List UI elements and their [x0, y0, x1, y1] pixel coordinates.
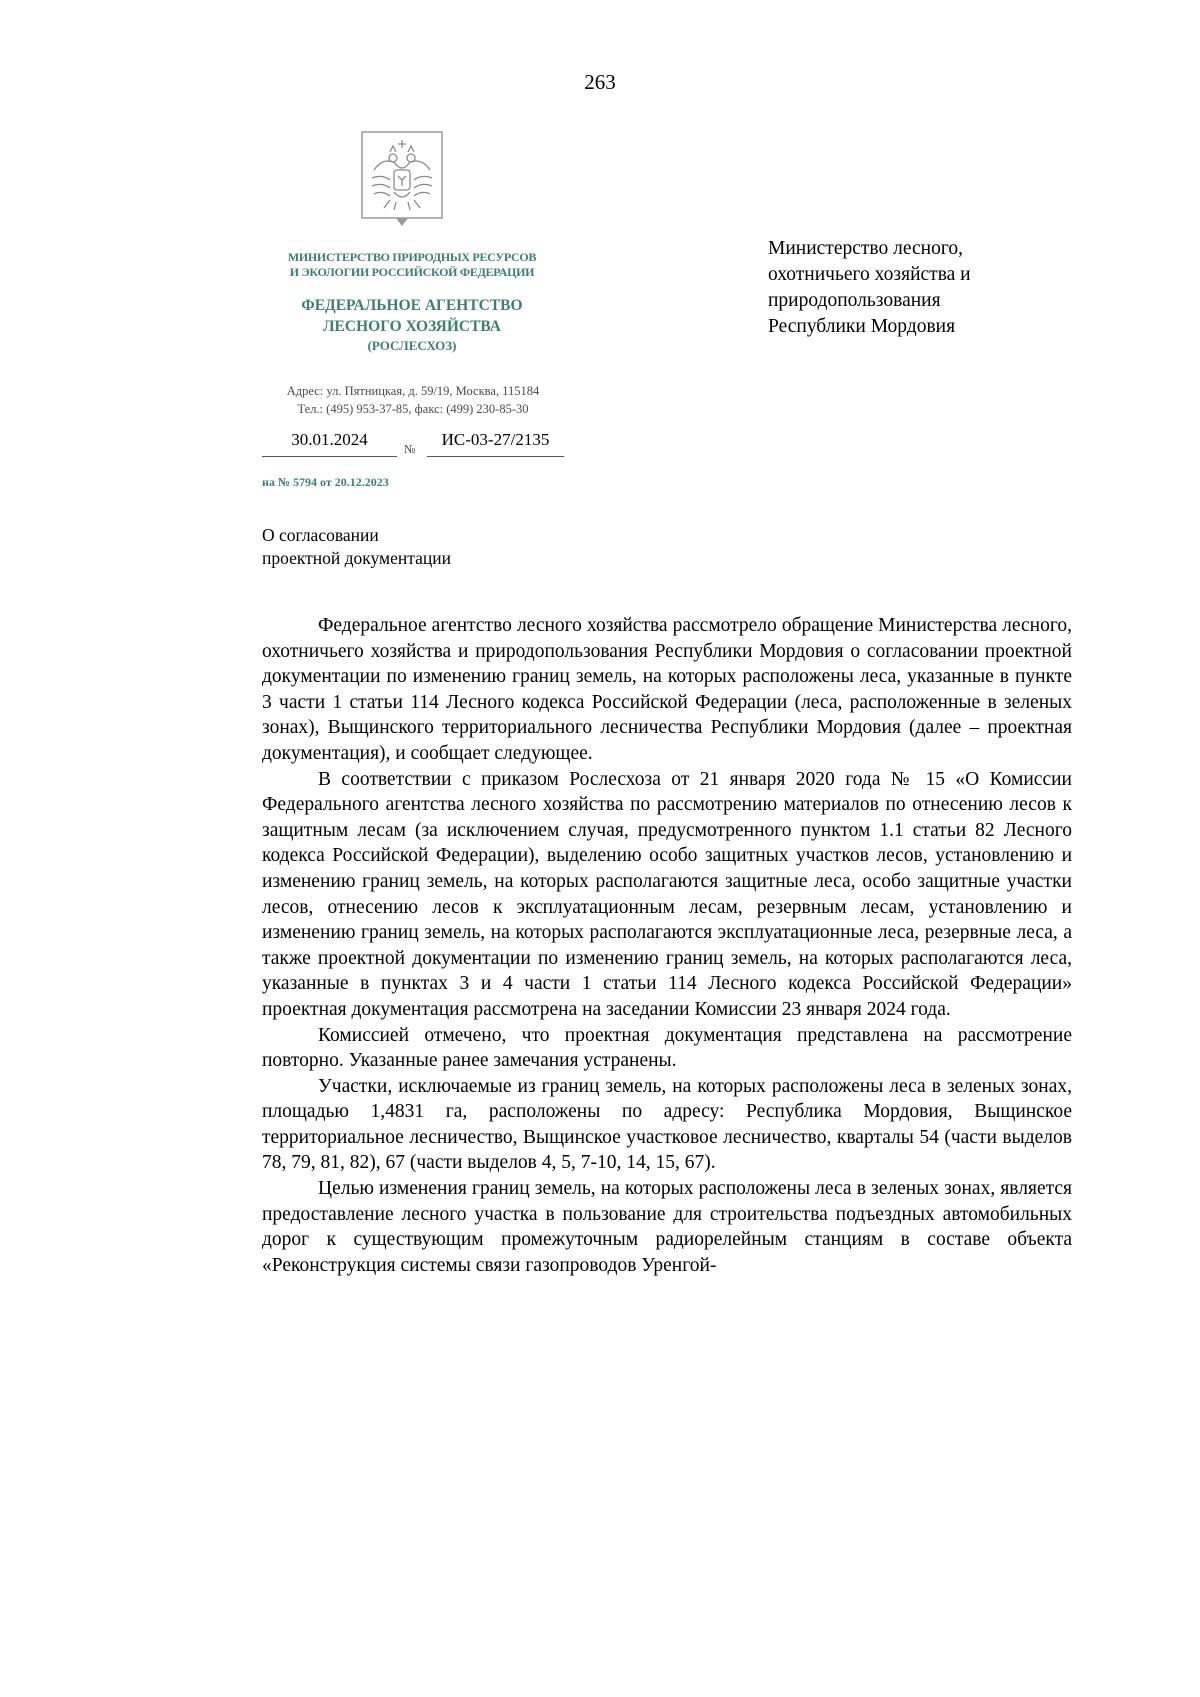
agency-name-line2: ЛЕСНОГО ХОЗЯЙСТВА — [323, 318, 501, 335]
document-number: ИС-03-27/2135 — [427, 430, 564, 457]
agency-phone: Тел.: (495) 953-37-85, факс: (499) 230-85-30 — [297, 402, 529, 416]
body-paragraph-4: Участки, исключаемые из границ земель, на которых расположены леса в зеленых зонах, площадью 1,4831 га, расположены по адресу: Республика Мордовия, Выщинское территориальное лесничество, Выщинское участковое лесничество, кварталы 54 (части выделов 78, 79, 81, 82), 67 (части выделов 4, 5, 7-10, 14, 15, 67). — [262, 1075, 1072, 1174]
ministry-name-line1: МИНИСТЕРСТВО ПРИРОДНЫХ РЕСУРСОВ — [287, 250, 537, 264]
addressee-line2: охотничьего хозяйства и — [768, 264, 971, 285]
subject-line1: О согласовании — [262, 525, 379, 545]
body-paragraph-3: Комиссией отмечено, что проектная документация представлена на рассмотрение повторно. Указанные ранее замечания устранены. — [262, 1024, 1072, 1072]
body-paragraph-1: Федеральное агентство лесного хозяйства рассмотрело обращение Министерства лесного, охотничьего хозяйства и природопользования Республики Мордовия о согласовании проектной документации по изменению границ земель, на которых расположены леса, указанные в пункте 3 части 1 статьи 114 Лесного кодекса Российской Федерации (леса, расположенные в зеленых зонах), Выщинского территориального лесничества Республики Мордовия (далее – проектная документация), и сообщает следующее. — [262, 615, 1072, 764]
number-sign: № — [404, 442, 416, 456]
letterhead — [262, 250, 562, 354]
document-date: 30.01.2024 — [262, 430, 397, 457]
body-paragraph-2: В соответствии с приказом Рослесхоза от 21 января 2020 года № 15 «О Комиссии Федерального агентства лесного хозяйства по рассмотрению материалов по отнесению лесов к защитным лесам (за исключением случая, предусмотренного пунктом 1.1 статьи 82 Лесного кодекса Российской Федерации), выделению особо защитных участков лесов, установлению и изменению границ земель, на которых располагаются защитные леса, особо защитные участки лесов, отнесению лесов к эксплуатационным лесам, резервным лесам, установлению и изменению границ земель, на которых располагаются эксплуатационные леса, резервные леса, а также проектной документации по изменению границ земель, на которых располагаются леса, указанные в пунктах 3 и 4 части 1 статьи 114 Лесного кодекса Российской Федерации» проектная документация рассмотрена на заседании Комиссии 23 января 2024 года. — [262, 768, 1072, 1020]
registration-row — [262, 430, 562, 460]
ministry-name-line2: И ЭКОЛОГИИ РОССИЙСКОЙ ФЕДЕРАЦИИ — [289, 265, 535, 279]
agency-name-line1: ФЕДЕРАЛЬНОЕ АГЕНТСТВО — [301, 297, 523, 314]
reply-reference: на № 5794 от 20.12.2023 — [262, 475, 389, 489]
contact-block — [258, 382, 568, 418]
addressee-line4: Республики Мордовия — [768, 316, 956, 337]
addressee-line3: природопользования — [768, 290, 941, 311]
page-number: 263 — [584, 70, 616, 94]
addressee-line1: Министерство лесного, — [768, 238, 963, 259]
addressee-block — [768, 236, 1098, 340]
subject-line2: проектной документации — [262, 548, 451, 568]
agency-address: Адрес: ул. Пятницкая, д. 59/19, Москва, 115184 — [286, 384, 540, 398]
body-paragraph-5: Целью изменения границ земель, на которых расположены леса в зеленых зонах, является предоставление лесного участка в пользование для строительства подъездных автомобильных дорог к существующим промежуточным радиорелейным станциям в составе объекта «Реконструкция системы связи газопроводов Уренгой- — [262, 1178, 1072, 1276]
letter-body — [262, 613, 1072, 1278]
agency-short-name: (РОСЛЕСХОЗ) — [367, 338, 457, 353]
coat-of-arms-emblem — [360, 130, 444, 228]
letter-subject — [262, 524, 562, 570]
